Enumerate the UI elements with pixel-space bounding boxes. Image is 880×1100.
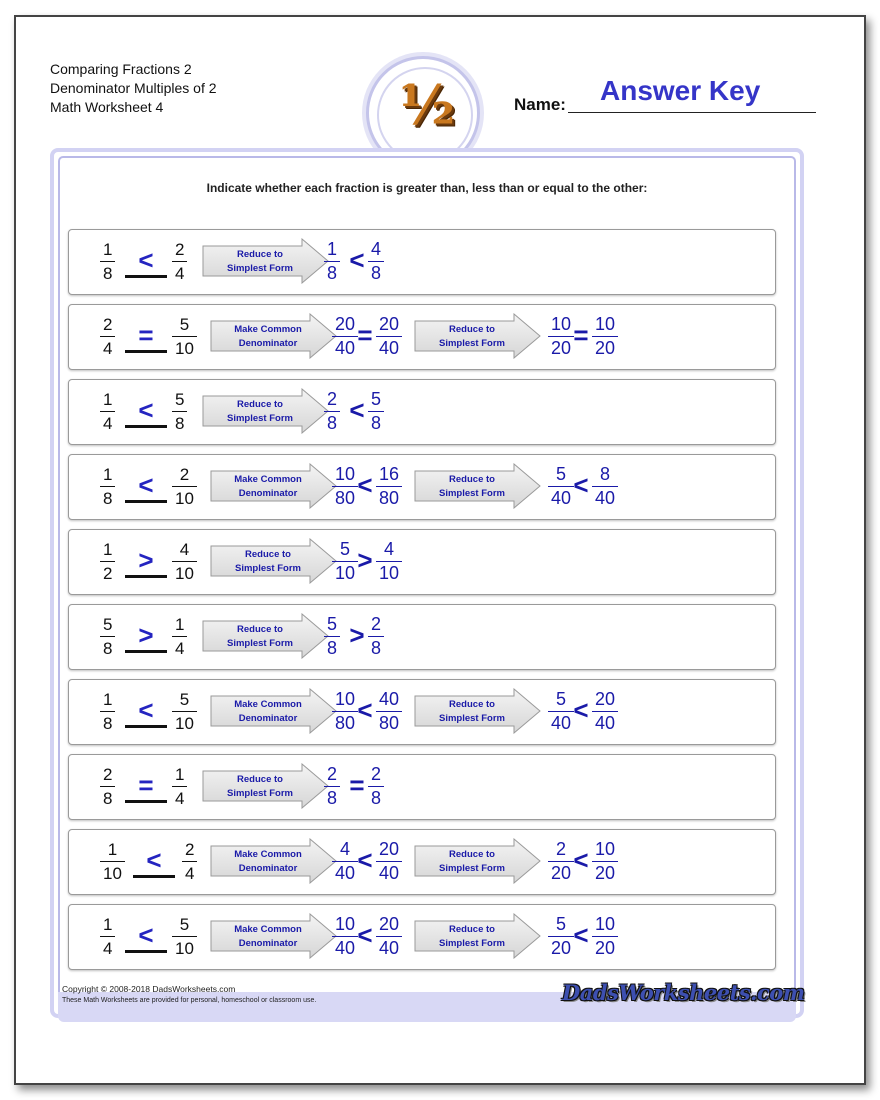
result-fraction-right [592,839,618,884]
reduce-to-simplest-form-arrow [414,688,542,734]
result-fraction-right [368,764,384,809]
fraction-bar [100,336,115,337]
fraction-bar [100,861,125,862]
denominator: 8 [371,263,382,283]
denominator: 40 [335,338,356,358]
denominator: 10 [175,339,194,358]
arrow-label-line: Reduce to [237,624,283,635]
result-comparison-symbol: < [357,920,373,950]
denominator: 40 [551,488,572,508]
denominator: 20 [595,863,616,883]
numerator: 1 [103,465,113,484]
comparison-answer: > [138,620,154,650]
answer-key-text: Answer Key [600,75,761,106]
denominator: 4 [103,339,113,358]
worksheet-number: Math Worksheet 4 [50,99,164,115]
denominator: 20 [595,338,616,358]
denominator: 8 [371,638,382,658]
fraction-bar [368,411,384,412]
fraction-bar [368,786,384,787]
answer-blank-line [125,500,167,503]
one-half-logo-text: ½ [398,73,452,137]
denominator: 4 [103,414,113,433]
arrow-label [216,698,320,726]
arrow-label [216,473,320,501]
fraction-a [100,689,115,734]
arrow-label-line: Reduce to [449,474,495,485]
numerator: 16 [379,464,400,484]
result-fraction-right [376,314,402,359]
arrow-label [216,548,320,576]
answer-blank-line [125,650,167,653]
fraction-bar [172,561,197,562]
numerator: 5 [179,690,190,709]
result-fraction-right [368,389,384,434]
arrow-label-line: Reduce to [449,699,495,710]
denominator: 8 [327,638,338,658]
arrow-label-line: Denominator [238,713,298,724]
denominator: 8 [103,264,113,283]
fraction-bar [376,486,402,487]
denominator: 8 [327,788,338,808]
arrow-label [420,473,524,501]
denominator: 40 [595,488,616,508]
denominator: 40 [379,938,400,958]
denominator: 40 [551,713,572,733]
fraction-bar [172,936,197,937]
fraction-bar [172,711,197,712]
numerator: 5 [103,615,113,634]
fraction-b [172,764,187,809]
result-fraction-right [368,239,384,284]
fraction-bar [182,861,197,862]
answer-blank-line [133,875,175,878]
reduce-to-simplest-form-arrow [202,388,330,434]
instructions: Indicate whether each fraction is greater than, less than or equal to the other: [206,181,648,195]
numerator: 5 [179,315,190,334]
result-fraction-left [324,614,340,659]
result-fraction-right [592,689,618,734]
numerator: 10 [335,464,356,484]
arrow-label-line: Reduce to [449,324,495,335]
reduce-to-simplest-form-arrow [414,913,542,959]
numerator: 5 [327,614,338,634]
fraction-bar [376,711,402,712]
numerator: 2 [103,315,113,334]
arrow-label-line: Simplest Form [439,863,505,874]
denominator: 20 [551,338,572,358]
fraction-a [100,464,115,509]
denominator: 20 [551,863,572,883]
fraction-bar [172,336,197,337]
numerator: 2 [556,839,567,859]
numerator: 40 [379,689,400,709]
arrow-label-line: Reduce to [237,774,283,785]
denominator: 80 [335,713,356,733]
result-fraction-right [376,464,402,509]
numerator: 10 [595,914,616,934]
numerator: 5 [175,390,185,409]
fraction-b [172,914,197,959]
numerator: 1 [175,765,185,784]
answer-blank-line [125,275,167,278]
dadsworksheets-logo: DadsWorksheets.com [562,980,805,1005]
numerator: 5 [340,539,351,559]
reduce-to-simplest-form-arrow [414,838,542,884]
arrow-label-line: Make Common [234,849,302,860]
numerator: 5 [556,689,567,709]
denominator: 10 [175,564,194,583]
arrow-label-line: Simplest Form [439,338,505,349]
fraction-a [100,914,115,959]
fraction-bar [172,786,187,787]
numerator: 4 [340,839,351,859]
numerator: 1 [103,690,113,709]
arrow-label [216,923,320,951]
comparison-answer: < [138,695,154,725]
fraction-bar [172,636,187,637]
fraction-bar [592,336,618,337]
denominator: 40 [335,938,356,958]
reduce-to-simplest-form-arrow [210,538,338,584]
arrow-label [208,623,312,651]
reduce-to-simplest-form-arrow [202,238,330,284]
denominator: 8 [103,714,113,733]
fraction-bar [100,261,115,262]
fraction-bar [368,261,384,262]
numerator: 5 [371,389,382,409]
result-fraction-left [324,764,340,809]
numerator: 1 [107,840,118,859]
fraction-b [182,839,197,884]
result-comparison-symbol: < [573,920,589,950]
fraction-bar [324,636,340,637]
usage-note: These Math Worksheets are provided for personal, homeschool or classroom use. [62,997,317,1004]
result-fraction-right [376,689,402,734]
denominator: 40 [335,863,356,883]
result-comparison-symbol: = [573,320,589,350]
arrow-label-line: Reduce to [245,549,291,560]
denominator: 10 [175,489,194,508]
numerator: 2 [371,764,382,784]
numerator: 4 [384,539,395,559]
numerator: 20 [379,314,400,334]
numerator: 5 [556,464,567,484]
fraction-b [172,614,187,659]
answer-blank-line [125,350,167,353]
make-common-denominator-arrow [210,313,338,359]
result-comparison-symbol: < [573,695,589,725]
worksheet-header [50,60,217,117]
fraction-bar [100,636,115,637]
denominator: 8 [327,413,338,433]
fraction-b [172,314,197,359]
fraction-bar [100,711,115,712]
arrow-label [420,698,524,726]
name-label: Name: [514,95,566,114]
fraction-a [100,764,115,809]
result-comparison-symbol: > [349,620,365,650]
arrow-label [216,848,320,876]
fraction-a [100,839,125,884]
arrow-label-line: Reduce to [237,399,283,410]
denominator: 4 [185,864,195,883]
numerator: 2 [103,765,113,784]
fraction-b [172,239,187,284]
fraction-bar [376,336,402,337]
denominator: 80 [335,488,356,508]
arrow-label-line: Simplest Form [227,413,293,424]
result-comparison-symbol: = [357,320,373,350]
fraction-bar [100,411,115,412]
fraction-a [100,389,115,434]
name-underline [568,112,816,113]
denominator: 80 [379,488,400,508]
fraction-bar [324,786,340,787]
denominator: 20 [595,938,616,958]
fraction-bar [100,561,115,562]
numerator: 4 [371,239,382,259]
denominator: 10 [175,939,194,958]
answer-blank-line [125,575,167,578]
fraction-b [172,539,197,584]
arrow-label-line: Denominator [238,488,298,499]
arrow-label-line: Reduce to [449,849,495,860]
fraction-bar [100,786,115,787]
denominator: 40 [379,863,400,883]
numerator: 1 [175,615,185,634]
denominator: 4 [175,639,185,658]
denominator: 10 [379,563,400,583]
fraction-a [100,539,115,584]
denominator: 8 [327,263,338,283]
result-comparison-symbol: < [349,395,365,425]
numerator: 10 [335,914,356,934]
fraction-a [100,614,115,659]
result-comparison-symbol: < [573,845,589,875]
arrow-label-line: Make Common [234,924,302,935]
fraction-bar [100,486,115,487]
result-comparison-symbol: < [357,845,373,875]
numerator: 1 [103,915,113,934]
numerator: 1 [103,240,113,259]
make-common-denominator-arrow [210,688,338,734]
fraction-bar [592,861,618,862]
numerator: 1 [327,239,338,259]
make-common-denominator-arrow [210,913,338,959]
denominator: 8 [103,489,113,508]
arrow-label-line: Make Common [234,699,302,710]
numerator: 10 [551,314,572,334]
arrow-label-line: Simplest Form [227,788,293,799]
comparison-answer: = [138,770,154,800]
make-common-denominator-arrow [210,838,338,884]
result-fraction-right [368,614,384,659]
fraction-bar [172,261,187,262]
fraction-bar [368,636,384,637]
arrow-label [420,923,524,951]
numerator: 20 [379,839,400,859]
result-comparison-symbol: = [349,770,365,800]
result-fraction-right [376,914,402,959]
reduce-to-simplest-form-arrow [202,613,330,659]
denominator: 40 [595,713,616,733]
fraction-b [172,464,197,509]
fraction-bar [324,261,340,262]
fraction-bar [100,936,115,937]
answer-blank-line [125,800,167,803]
numerator: 2 [371,614,382,634]
numerator: 5 [556,914,567,934]
arrow-label [420,323,524,351]
fraction-bar [172,486,197,487]
numerator: 4 [179,540,190,559]
reduce-to-simplest-form-arrow [414,313,542,359]
denominator: 8 [103,789,113,808]
result-comparison-symbol: > [357,545,373,575]
numerator: 20 [379,914,400,934]
answer-blank-line [125,725,167,728]
fraction-bar [324,411,340,412]
result-comparison-symbol: < [357,470,373,500]
arrow-label-line: Simplest Form [235,563,301,574]
result-fraction-right [376,839,402,884]
comparison-answer: < [138,245,154,275]
denominator: 80 [379,713,400,733]
fraction-b [172,389,187,434]
arrow-label-line: Denominator [238,938,298,949]
fraction-bar [376,936,402,937]
numerator: 8 [600,464,611,484]
result-fraction-right [592,464,618,509]
result-comparison-symbol: < [357,695,373,725]
fraction-bar [592,486,618,487]
fraction-bar [376,861,402,862]
numerator: 1 [103,540,113,559]
comparison-answer: < [138,395,154,425]
arrow-label [208,398,312,426]
arrow-label [216,323,320,351]
arrow-label-line: Simplest Form [227,263,293,274]
copyright-text: Copyright © 2008-2018 DadsWorksheets.com [62,984,236,994]
numerator: 2 [327,764,338,784]
arrow-label-line: Denominator [238,338,298,349]
arrow-label [420,848,524,876]
comparison-answer: < [138,470,154,500]
comparison-answer: = [138,320,154,350]
denominator: 10 [175,714,194,733]
reduce-to-simplest-form-arrow [414,463,542,509]
answer-blank-line [125,950,167,953]
make-common-denominator-arrow [210,463,338,509]
fraction-b [172,689,197,734]
denominator: 8 [175,414,185,433]
numerator: 10 [335,689,356,709]
denominator: 10 [335,563,356,583]
numerator: 2 [179,465,190,484]
denominator: 8 [103,639,113,658]
denominator: 10 [103,864,122,883]
numerator: 20 [595,689,616,709]
numerator: 2 [327,389,338,409]
arrow-label-line: Simplest Form [439,488,505,499]
denominator: 4 [175,264,185,283]
result-fraction-right [376,539,402,584]
arrow-label-line: Make Common [234,324,302,335]
numerator: 2 [175,240,185,259]
arrow-label-line: Reduce to [237,249,283,260]
answer-blank-line [125,425,167,428]
worksheet-subtitle: Denominator Multiples of 2 [50,80,217,96]
numerator: 1 [103,390,113,409]
denominator: 20 [551,938,572,958]
numerator: 20 [335,314,356,334]
comparison-answer: < [138,920,154,950]
result-comparison-symbol: < [573,470,589,500]
denominator: 4 [175,789,185,808]
denominator: 2 [103,564,113,583]
arrow-label [208,773,312,801]
fraction-bar [172,411,187,412]
denominator: 8 [371,788,382,808]
worksheet-title: Comparing Fractions 2 [50,61,192,77]
arrow-label-line: Make Common [234,474,302,485]
reduce-to-simplest-form-arrow [202,763,330,809]
fraction-a [100,314,115,359]
comparison-answer: < [146,845,162,875]
comparison-answer: > [138,545,154,575]
numerator: 2 [185,840,195,859]
numerator: 5 [179,915,190,934]
fraction-bar [376,561,402,562]
result-fraction-right [592,314,618,359]
arrow-label-line: Simplest Form [227,638,293,649]
arrow-label-line: Denominator [238,863,298,874]
denominator: 4 [103,939,113,958]
fraction-a [100,239,115,284]
arrow-label-line: Simplest Form [439,713,505,724]
numerator: 10 [595,839,616,859]
denominator: 40 [379,338,400,358]
denominator: 8 [371,413,382,433]
result-fraction-right [592,914,618,959]
result-fraction-left [324,239,340,284]
arrow-label-line: Simplest Form [439,938,505,949]
arrow-label [208,248,312,276]
result-fraction-left [324,389,340,434]
numerator: 10 [595,314,616,334]
fraction-bar [592,936,618,937]
fraction-bar [592,711,618,712]
arrow-label-line: Reduce to [449,924,495,935]
result-comparison-symbol: < [349,245,365,275]
